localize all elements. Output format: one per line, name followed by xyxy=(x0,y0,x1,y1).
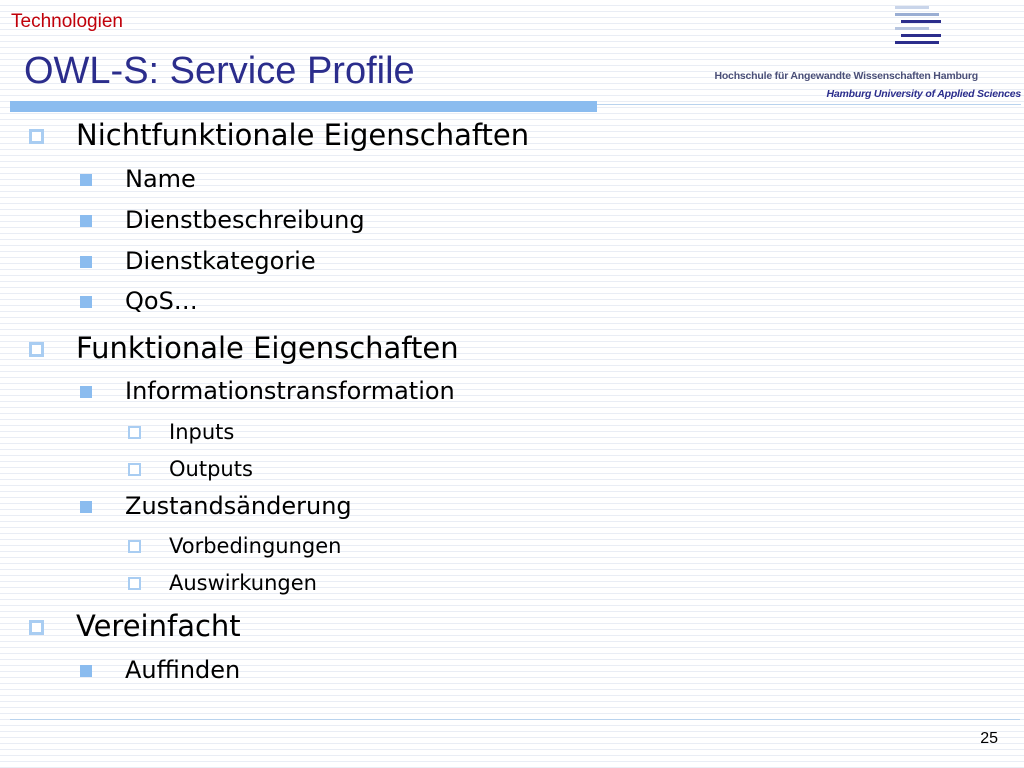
bullet-square-filled-icon xyxy=(80,296,92,308)
list-item: Vorbedingungen xyxy=(169,534,342,558)
university-name: Hochschule für Angewandte Wissenschaften Hamburg xyxy=(714,70,978,82)
list-item: Zustandsänderung xyxy=(125,492,352,520)
bullet-square-filled-icon xyxy=(80,665,92,677)
list-item: Outputs xyxy=(169,457,253,481)
title-rule xyxy=(10,101,597,112)
university-logo-icon xyxy=(891,6,943,48)
bullet-square-hollow-icon xyxy=(29,342,44,357)
bullet-square-hollow-small-icon xyxy=(128,426,141,439)
university-name-english: Hamburg University of Applied Sciences xyxy=(826,88,1021,100)
bullet-square-filled-icon xyxy=(80,386,92,398)
bullet-square-filled-icon xyxy=(80,215,92,227)
bullet-functional-properties: Funktionale Eigenschaften xyxy=(76,331,459,365)
bullet-square-hollow-small-icon xyxy=(128,577,141,590)
list-item: Auswirkungen xyxy=(169,571,317,595)
list-item: Dienstbeschreibung xyxy=(125,206,365,234)
bullet-simplified: Vereinfacht xyxy=(76,609,241,643)
bullet-square-hollow-icon xyxy=(29,129,44,144)
list-item: Dienstkategorie xyxy=(125,247,316,275)
list-item: Auffinden xyxy=(125,656,241,684)
list-item: QoS… xyxy=(125,287,198,315)
section-label: Technologien xyxy=(11,11,123,32)
footer-rule xyxy=(10,719,1020,720)
page-number: 25 xyxy=(980,730,998,747)
list-item: Inputs xyxy=(169,420,235,444)
bullet-square-filled-icon xyxy=(80,256,92,268)
bullet-square-filled-icon xyxy=(80,174,92,186)
bullet-square-filled-icon xyxy=(80,501,92,513)
bullet-square-hollow-small-icon xyxy=(128,540,141,553)
list-item: Informationstransformation xyxy=(125,377,455,405)
bullet-nonfunctional-properties: Nichtfunktionale Eigenschaften xyxy=(76,118,530,152)
slide-title: OWL-S: Service Profile xyxy=(24,50,415,92)
bullet-square-hollow-small-icon xyxy=(128,463,141,476)
bullet-square-hollow-icon xyxy=(29,620,44,635)
title-rule-thin xyxy=(597,104,1021,105)
list-item: Name xyxy=(125,165,196,193)
